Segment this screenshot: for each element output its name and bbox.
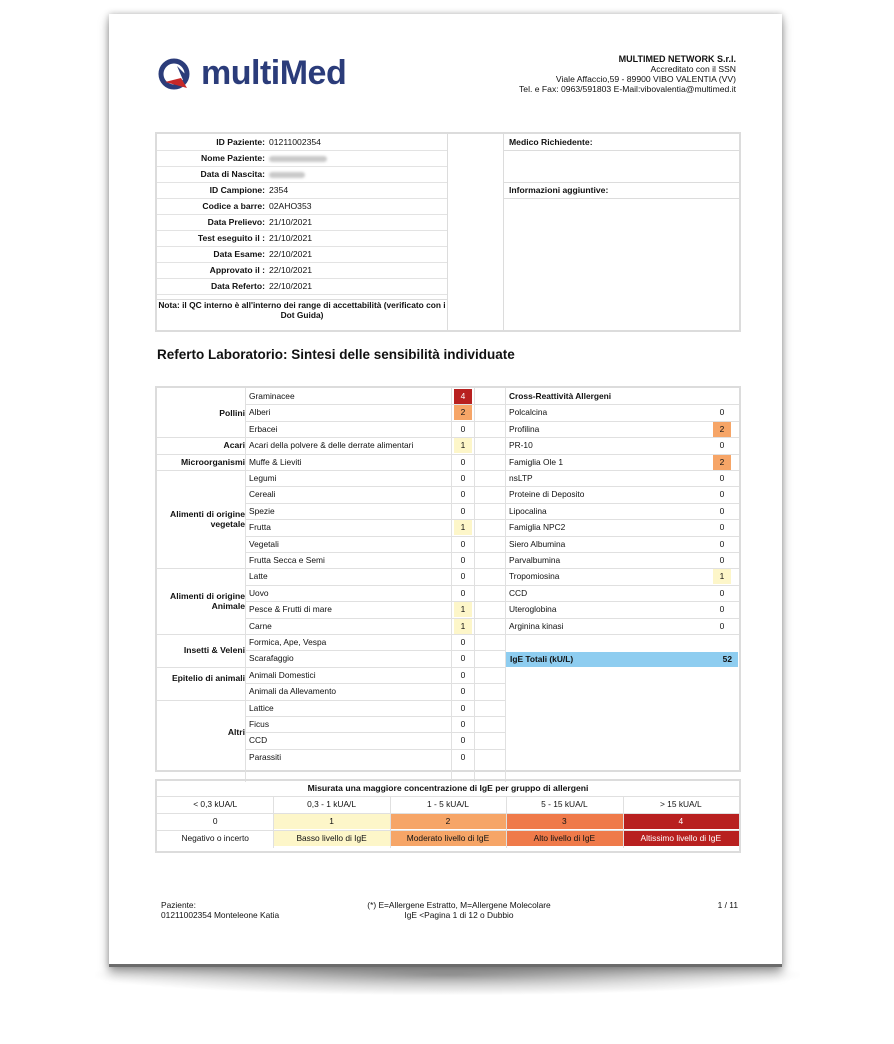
patient-field-label: ID Campione: (209, 185, 265, 195)
redacted-value (269, 156, 327, 162)
allergen-group-label: Altri (227, 727, 245, 738)
allergen-score: 0 (460, 423, 466, 434)
cross-allergen-score: 0 (719, 555, 725, 565)
legend-range: 5 - 15 kUA/L (541, 799, 588, 809)
patient-field-row (157, 134, 447, 151)
cross-reactivity-title: Cross-Reattività Allergeni (509, 391, 612, 401)
patient-field-value: 02AHO353 (269, 201, 312, 211)
allergen-score: 0 (460, 669, 466, 680)
medico-label: Medico Richiedente: (509, 137, 593, 147)
group-divider (157, 470, 505, 471)
cross-allergen-score: 0 (719, 604, 725, 615)
patient-field-value: 22/10/2021 (269, 249, 313, 259)
footer-patient-value: 01211002354 Monteleone Katia (161, 910, 280, 920)
patient-field-row (157, 230, 447, 247)
allergen-name: Parassiti (249, 751, 282, 762)
cross-allergen-score: 0 (719, 407, 725, 418)
allergen-name: Lattice (249, 702, 274, 713)
legend-col-divider (506, 796, 507, 848)
allergen-name: Animali Domestici (249, 669, 316, 680)
allergen-name: Uovo (249, 587, 269, 598)
allergen-score: 0 (460, 473, 466, 483)
patient-field-label: Data Referto: (211, 281, 265, 291)
allergen-name: CCD (249, 735, 268, 746)
allergen-name: Formica, Ape, Vespa (249, 637, 327, 647)
legend-range: > 15 kUA/L (659, 799, 702, 809)
logo-icon (157, 58, 197, 92)
footer-note-line2: IgE <Pagina 1 di 12 o Dubbio (404, 910, 514, 920)
patient-field-value (269, 150, 327, 166)
allergen-name: Legumi (249, 473, 277, 483)
allergen-score: 0 (460, 653, 466, 664)
allergen-score: 0 (460, 702, 466, 713)
allergen-name: Muffe & Lieviti (249, 456, 302, 467)
allergen-score: 0 (460, 571, 466, 582)
cross-allergen-name: Proteine di Deposito (509, 489, 585, 500)
section-title: Referto Laboratorio: Sintesi delle sensibilità individuate (157, 347, 515, 362)
patient-info-box (155, 132, 741, 332)
allergen-name: Graminacee (249, 391, 295, 401)
patient-field-row (157, 262, 447, 279)
patient-field-value (269, 166, 305, 182)
allergen-score: 0 (460, 637, 466, 647)
cross-allergen-name: Polcalcina (509, 407, 548, 418)
cross-allergen-score: 0 (719, 505, 725, 516)
cross-allergen-name: Famiglia Ole 1 (509, 456, 563, 467)
row-divider (505, 585, 739, 586)
footer-note-line1: (*) E=Allergene Estratto, M=Allergene Molecolare (367, 900, 551, 910)
allergen-score: 0 (460, 505, 466, 516)
report-page (109, 14, 782, 967)
patient-field-label: Approvato il : (209, 265, 265, 275)
patient-field-label: ID Paziente: (216, 137, 265, 147)
allergen-name: Carne (249, 620, 272, 631)
cross-allergen-name: Arginina kinasi (509, 620, 564, 631)
sensitivity-table (155, 386, 741, 772)
allergen-score: 0 (460, 489, 466, 500)
allergen-name: Erbacei (249, 423, 278, 434)
row-divider (505, 421, 739, 422)
patient-field-value: 22/10/2021 (269, 281, 313, 291)
redacted-value (269, 172, 305, 178)
group-divider (157, 667, 505, 668)
patient-field-value: 22/10/2021 (269, 265, 313, 275)
allergen-score: 0 (460, 719, 466, 729)
allergen-group-label: Microorganismi (181, 456, 245, 467)
ige-total-value: 52 (722, 654, 732, 665)
allergen-name: Cereali (249, 489, 276, 500)
allergen-score: 0 (460, 735, 466, 746)
patient-field-value: 01211002354 (269, 137, 321, 147)
allergen-score: 0 (460, 456, 466, 467)
allergen-score: 2 (454, 405, 472, 420)
patient-field-label: Nome Paziente: (201, 153, 265, 163)
allergen-group-label: Pollini (219, 407, 245, 418)
patient-field-row (157, 214, 447, 231)
legend-description: Altissimo livello di IgE (623, 831, 739, 846)
allergen-name: Alberi (249, 407, 271, 418)
allergen-score: 0 (460, 686, 466, 697)
cross-allergen-score: 1 (713, 569, 731, 584)
legend-table (155, 779, 741, 853)
allergen-group-label: Epitelio di animali (171, 673, 245, 684)
legend-class: 3 (506, 814, 622, 829)
legend-description: Basso livello di IgE (273, 831, 389, 846)
info-label: Informazioni aggiuntive: (509, 185, 609, 195)
cross-allergen-name: nsLTP (509, 473, 533, 483)
allergen-score: 1 (454, 602, 472, 617)
legend-title: Misurata una maggiore concentrazione di IgE per gruppo di allergeni (307, 783, 589, 793)
patient-field-label: Data di Nascita: (200, 169, 265, 179)
footer-patient-label: Paziente: (161, 900, 196, 910)
allergen-score: 0 (460, 555, 466, 565)
cross-allergen-name: PR-10 (509, 440, 533, 451)
cross-allergen-score: 0 (719, 522, 725, 533)
cross-allergen-name: Profilina (509, 423, 540, 434)
row-divider (505, 470, 739, 471)
ige-total-row (506, 652, 738, 667)
footer-patient (161, 900, 279, 920)
cross-allergen-score: 0 (719, 538, 725, 549)
allergen-name: Ficus (249, 719, 270, 729)
allergen-group-label: Alimenti di origine vegetale (170, 509, 245, 530)
allergen-score: 4 (454, 389, 472, 404)
cross-allergen-score: 0 (719, 489, 725, 500)
patient-field-label: Test eseguito il : (197, 233, 265, 243)
allergen-score: 0 (460, 587, 466, 598)
patient-field-label: Codice a barre: (202, 201, 265, 211)
allergen-score: 0 (460, 538, 466, 549)
legend-col-divider (390, 796, 391, 848)
allergen-score: 0 (460, 751, 466, 762)
legend-description: Alto livello di IgE (506, 831, 622, 846)
patient-field-row (157, 182, 447, 199)
page-number: 1 / 11 (717, 900, 738, 910)
legend-class: 1 (273, 814, 389, 829)
cross-allergen-score: 0 (719, 440, 725, 451)
legend-divider (157, 813, 739, 814)
patient-field-row (157, 278, 447, 295)
legend-class: 4 (623, 814, 739, 829)
cross-allergen-name: Lipocalina (509, 505, 547, 516)
logo-text: multiMed (201, 54, 347, 92)
footer-note (314, 900, 604, 920)
cross-allergen-name: Parvalbumina (509, 555, 561, 565)
group-divider (157, 454, 505, 455)
legend-col-divider (273, 796, 274, 848)
allergen-group-label: Alimenti di origine Animale (170, 591, 245, 612)
company-info (519, 54, 736, 94)
group-divider (157, 568, 505, 569)
patient-field-label: Data Prelievo: (207, 217, 265, 227)
patient-field-value: 21/10/2021 (269, 217, 313, 227)
allergen-name: Spezie (249, 505, 275, 516)
legend-description: Negativo o incerto (181, 833, 249, 843)
allergen-score: 1 (454, 438, 472, 453)
legend-description: Moderato livello di IgE (390, 831, 506, 846)
ige-total-label: IgE Totali (kU/L) (510, 654, 574, 665)
allergen-score: 1 (454, 619, 472, 634)
company-name: MULTIMED NETWORK S.r.l. (618, 54, 736, 64)
allergen-name: Scarafaggio (249, 653, 294, 664)
cross-allergen-name: CCD (509, 587, 528, 598)
allergen-name: Acari della polvere & delle derrate alimentari (249, 440, 414, 451)
patient-field-row (157, 150, 447, 167)
qc-note: Nota: il QC interno è all'interno dei range di accettabilità (verificato con i Dot Guida) (158, 300, 446, 320)
cross-allergen-name: Uteroglobina (509, 604, 557, 615)
legend-range: 0,3 - 1 kUA/L (307, 799, 357, 809)
cross-allergen-score: 0 (719, 587, 725, 598)
patient-field-row (157, 198, 447, 215)
patient-field-label: Data Esame: (213, 249, 265, 259)
allergen-group-label: Insetti & Veleni (183, 645, 245, 656)
allergen-name: Vegetali (249, 538, 279, 549)
company-line: Tel. e Fax: 0963/591803 E-Mail:vibovalentia@multimed.it (519, 84, 736, 94)
allergen-name: Animali da Allevamento (249, 686, 337, 697)
patient-field-row (157, 166, 447, 183)
group-divider (157, 634, 505, 635)
row-divider (505, 437, 739, 438)
company-line: Viale Affaccio,59 - 89900 VIBO VALENTIA (VV) (555, 74, 736, 84)
company-line: Accreditato con il SSN (650, 64, 736, 74)
cross-allergen-score: 0 (719, 620, 725, 631)
allergen-name: Frutta (249, 522, 271, 533)
allergen-name: Frutta Secca e Semi (249, 555, 325, 565)
group-divider (157, 700, 505, 701)
legend-range: < 0,3 kUA/L (193, 799, 238, 809)
cross-allergen-name: Famiglia NPC2 (509, 522, 566, 533)
legend-col-divider (623, 796, 624, 848)
row-divider (505, 634, 739, 635)
legend-divider (157, 830, 739, 831)
cross-allergen-score: 2 (713, 455, 731, 470)
cross-allergen-name: Siero Albumina (509, 538, 566, 549)
allergen-name: Pesce & Frutti di mare (249, 604, 332, 615)
allergen-score: 1 (454, 520, 472, 535)
allergen-group-label: Acari (223, 440, 245, 451)
patient-field-row (157, 246, 447, 263)
allergen-name: Latte (249, 571, 268, 582)
legend-range: 1 - 5 kUA/L (427, 799, 469, 809)
cross-allergen-score: 2 (713, 422, 731, 437)
patient-field-value: 21/10/2021 (269, 233, 313, 243)
legend-class: 2 (390, 814, 506, 829)
cross-allergen-score: 0 (719, 473, 725, 483)
legend-class: 0 (212, 816, 218, 826)
cross-allergen-name: Tropomiosina (509, 571, 560, 582)
patient-field-value: 2354 (269, 185, 289, 195)
